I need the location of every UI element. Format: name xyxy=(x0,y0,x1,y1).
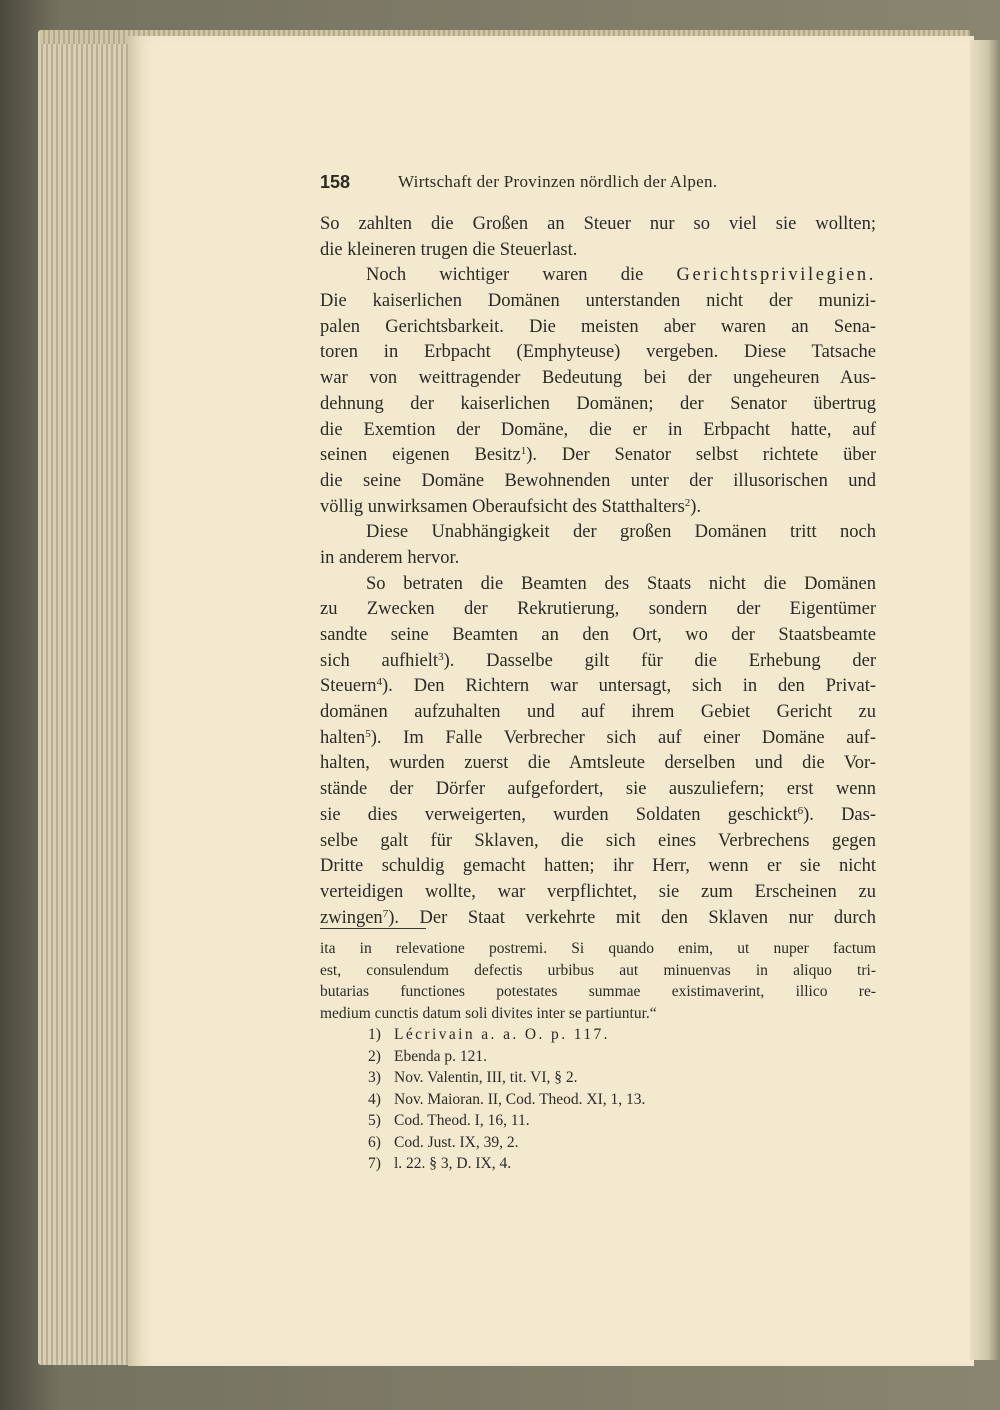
text-line: verteidigen wollte, war verpflichtet, sie zum Erscheinen zu xyxy=(320,881,876,902)
text-line: ita in relevatione postremi. Si quando enim, ut nuper factum xyxy=(320,940,876,957)
footnote-ref: 6 xyxy=(797,804,804,817)
text-line: stände der Dörfer aufgefordert, sie auszuliefern; erst wenn xyxy=(320,779,876,800)
footnote-number: 6) xyxy=(368,1133,381,1151)
footnote-ref: 2 xyxy=(684,496,691,509)
footnote-ref: 5 xyxy=(365,727,371,740)
text-line: dehnung der kaiserlichen Domänen; der Senator übertrug xyxy=(320,393,876,414)
footnote-item xyxy=(320,1132,876,1154)
text-line: Dritte schuldig gemacht hatten; ihr Herr, wenn er sie nicht xyxy=(320,856,876,877)
text-line xyxy=(320,726,876,752)
text-line: die seine Domäne Bewohnenden unter der illusorischen und xyxy=(320,470,876,491)
text-line xyxy=(320,495,876,521)
footnote-number: 5) xyxy=(368,1112,381,1129)
footnote-separator xyxy=(320,928,426,929)
text-fragment: Noch wichtiger waren die xyxy=(366,265,677,286)
body-text xyxy=(320,212,876,931)
text-line: So betraten die Beamten des Staats nicht die Domänen xyxy=(366,573,876,594)
page-header xyxy=(320,172,880,196)
footnote-text: Cod. Just. IX, 39, 2. xyxy=(394,1133,519,1151)
footnote-number: 1) xyxy=(368,1026,381,1043)
footnotes xyxy=(320,938,876,1175)
text-line: selbe galt für Sklaven, die sich eines Verbrechens gegen xyxy=(320,830,876,851)
footnote-item xyxy=(320,1024,876,1046)
footnote-number: 7) xyxy=(368,1155,381,1172)
page-number: 158 xyxy=(320,172,351,192)
text-fragment: seinen eigenen Besitz xyxy=(320,445,521,466)
text-line xyxy=(320,263,876,289)
footnote-text: Nov. Valentin, III, tit. VI, § 2. xyxy=(394,1069,578,1086)
text-line: war von weittragender Bedeutung bei der ungeheuren Aus- xyxy=(320,368,876,389)
text-line: medium cunctis datum soli divites inter se partiuntur.“ xyxy=(320,1004,657,1022)
footnote-text: Nov. Maioran. II, Cod. Theod. XI, 1, 13. xyxy=(394,1090,646,1108)
text-fragment: ). Der Senator selbst richtete über xyxy=(526,445,876,466)
footnote-text: Cod. Theod. I, 16, 11. xyxy=(394,1112,530,1129)
text-line: est, consulendum defectis urbibus aut minuenvas in aliquo tri- xyxy=(320,961,876,979)
footnote-list xyxy=(320,1024,876,1175)
text-line: sandte seine Beamten an den Ort, wo der Staatsbeamte xyxy=(320,625,876,645)
text-fragment: völlig unwirksamen Oberaufsicht des Statthalters xyxy=(320,496,685,517)
footnote-text: Ebenda p. 121. xyxy=(394,1047,487,1065)
footnote-ref: 4 xyxy=(376,676,383,689)
text-fragment: ). xyxy=(690,496,702,517)
footnote-item xyxy=(320,1046,876,1068)
footnote-text: l. 22. § 3, D. IX, 4. xyxy=(394,1155,512,1172)
text-fragment: ). Dasselbe gilt für die Erhebung der xyxy=(443,650,876,671)
page-edge-right xyxy=(970,40,1000,1360)
text-line: So zahlten die Großen an Steuer nur so viel sie wollten; xyxy=(320,214,876,234)
text-fragment: ). Das- xyxy=(803,804,877,825)
text-fragment: ). Im Falle Verbrecher sich auf einer Domäne auf- xyxy=(370,727,876,748)
text-fragment: halten xyxy=(320,727,366,748)
spaced-term: Gerichtsprivilegien. xyxy=(676,265,876,286)
footnote-number: 3) xyxy=(368,1069,381,1086)
text-fragment: zwingen xyxy=(320,907,383,928)
text-line: die Exemtion der Domäne, die er in Erbpacht hatte, auf xyxy=(320,419,876,440)
footnote-ref: 7 xyxy=(382,907,389,920)
footnote-item xyxy=(320,1110,876,1132)
running-title: Wirtschaft der Provinzen nördlich der Alpen. xyxy=(398,172,718,191)
text-line: Die kaiserlichen Domänen unterstanden nicht der munizi- xyxy=(320,291,876,312)
footnote-number: 4) xyxy=(368,1090,381,1108)
text-fragment: Steuern xyxy=(320,676,377,697)
text-line: zu Zwecken der Rekrutierung, sondern der Eigentümer xyxy=(320,599,876,620)
text-fragment: ). Der Staat verkehrte mit den Sklaven nur durch xyxy=(388,907,876,928)
footnote-item xyxy=(320,1153,876,1175)
footnote-item xyxy=(320,1089,876,1111)
text-line xyxy=(320,674,876,700)
text-line xyxy=(320,803,876,829)
text-line: die kleineren trugen die Steuerlast. xyxy=(320,239,578,260)
text-line xyxy=(320,649,876,675)
text-line: domänen aufzuhalten und auf ihrem Gebiet Gericht zu xyxy=(320,702,876,723)
text-fragment: ). Den Richtern war untersagt, sich in den Privat- xyxy=(382,676,876,697)
text-fragment: sich aufhielt xyxy=(320,650,439,671)
text-line: halten, wurden zuerst die Amtsleute derselben und die Vor- xyxy=(320,753,876,774)
text-line: butarias functiones potestates summae existimaverint, illico re- xyxy=(320,983,876,1000)
footnote-ref: 1 xyxy=(520,445,527,458)
footnote-continuation xyxy=(320,938,876,1024)
text-line xyxy=(320,443,876,469)
text-line: Diese Unabhängigkeit der großen Domänen tritt noch xyxy=(366,522,876,543)
footnote-item xyxy=(320,1067,876,1089)
text-line: palen Gerichtsbarkeit. Die meisten aber waren an Sena- xyxy=(320,316,876,337)
text-line: toren in Erbpacht (Emphyteuse) vergeben. Diese Tatsache xyxy=(320,342,876,363)
footnote-text: Lécrivain a. a. O. p. 117. xyxy=(394,1026,610,1043)
text-fragment: sie dies verweigerten, wurden Soldaten geschickt xyxy=(320,804,798,825)
footnote-number: 2) xyxy=(368,1047,381,1065)
text-line: in anderem hervor. xyxy=(320,547,460,568)
footnote-ref: 3 xyxy=(438,650,444,663)
